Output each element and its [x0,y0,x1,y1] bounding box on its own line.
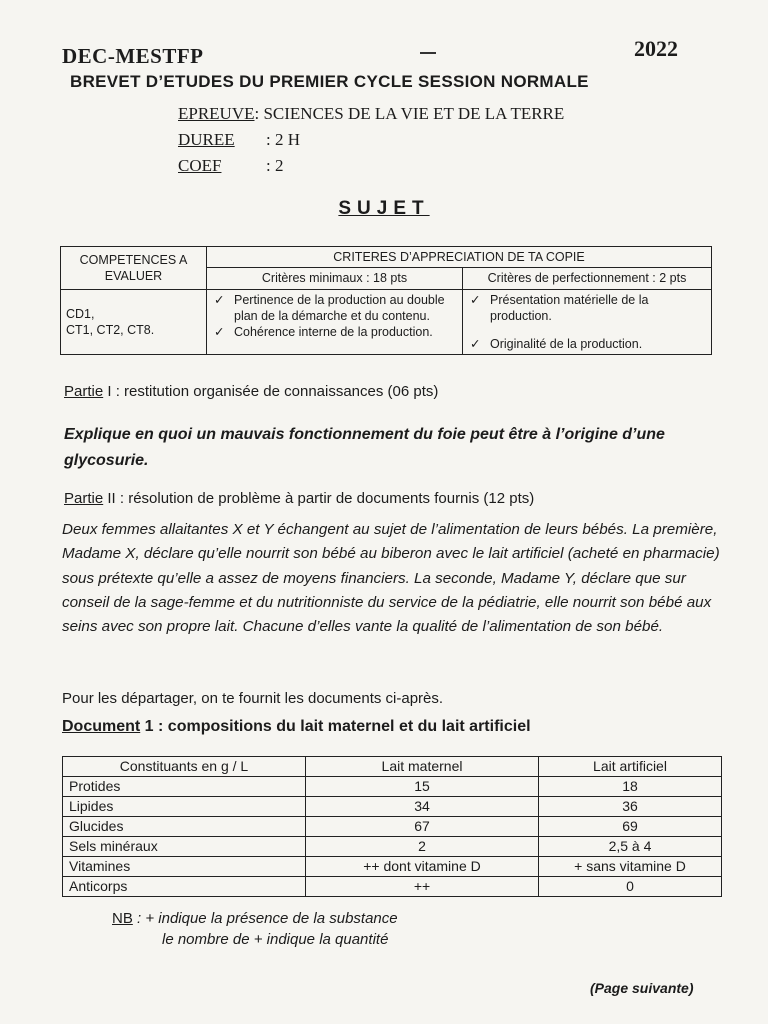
epreuve-label: EPREUVE [178,104,255,123]
composition-table [62,756,722,897]
exam-title: BREVET D’ETUDES DU PREMIER CYCLE SESSION NORMALE [70,72,589,91]
minimal-criteria-cell [207,289,463,355]
next-page-indicator: (Page suivante) [590,980,694,996]
competence-item: CT1, CT2, CT8. [66,322,155,337]
duree-value: : 2 H [266,130,300,149]
subject-title: SUJET [338,198,430,219]
header-dash [420,52,436,54]
competence-item: CD1, [66,306,95,321]
nb-line1: : + indique la présence de la substance [132,910,398,927]
coef-value: : 2 [266,156,284,175]
table-row: Sels minéraux 2 2,5 à 4 [63,837,722,857]
part2-intro: Pour les départager, on te fournit les documents ci-après. [62,690,444,707]
criteria-item: ✓ Présentation matérielle de la production. [470,292,649,323]
coef-line [178,156,283,176]
check-icon: ✓ [214,325,225,339]
criteria-group-header: CRITERES D’APPRECIATION DE TA COPIE [207,247,712,268]
nb-line2: le nombre de + indique la quantité [162,931,389,948]
table-header: Lait artificiel [539,757,722,777]
table-row: Lipides 34 36 [63,797,722,817]
part2-label: Partie [64,490,104,507]
table-row: Anticorps ++ 0 [63,877,722,897]
document1-title: Document 1 : compositions du lait maternel et du lait artificiel [62,718,531,735]
nb-note [112,908,398,950]
coef-label: COEF [178,156,222,175]
criteria-item: ✓ Originalité de la production. [470,337,643,351]
part1-label: Partie [64,383,104,400]
perfection-criteria-header: Critères de perfectionnement : 2 pts [463,268,712,289]
table-row: Protides 15 18 [63,777,722,797]
check-icon: ✓ [470,337,481,351]
perfection-criteria-cell [463,289,712,355]
part1-heading: Partie I : restitution organisée de connaissances (06 pts) [64,383,439,400]
competences-header: COMPETENCES A EVALUER [61,247,207,290]
epreuve-line [178,104,564,124]
criteria-item: ✓ Pertinence de la production au double plan de la démarche et du contenu. [214,292,445,323]
table-header: Lait maternel [306,757,539,777]
table-row: Glucides 67 69 [63,817,722,837]
table-header-row [63,757,722,777]
check-icon: ✓ [470,292,481,307]
exam-year: 2022 [634,36,678,61]
part2-scenario: Deux femmes allaitantes X et Y échangent au sujet de l’alimentation de leurs bébés. La première, Madame X, déclare qu’elle nourrit son bébé au biberon avec le lait artificiel (acheté en pharmacie) sous prétexte qu’elle a assez de moyens financiers. La seconde, Madame Y, déclare que sur conseil de la sage-femme et du nutritionniste du service de la pédiatrie, elle nourrit son bébé aux seins avec son propre lait. Chacune d’elles vante la qualité de l’alimentation de son bébé. [62,521,720,636]
criteria-item: ✓ Cohérence interne de la production. [214,325,433,339]
part1-question: Explique en quoi un mauvais fonctionnement du foie peut être à l’origine d’une glycosurie. [64,426,665,469]
check-icon: ✓ [214,292,225,307]
duree-label: DUREE [178,130,235,149]
criteria-table [60,246,712,355]
part2-heading: Partie II : résolution de problème à partir de documents fournis (12 pts) [64,490,535,507]
table-header: Constituants en g / L [63,757,306,777]
table-row: Vitamines ++ dont vitamine D + sans vitamine D [63,857,722,877]
nb-label: NB [112,910,133,927]
epreuve-value: : SCIENCES DE LA VIE ET DE LA TERRE [254,104,565,123]
minimal-criteria-header: Critères minimaux : 18 pts [207,268,463,289]
competences-cell [61,289,207,355]
organization-name: DEC-MESTFP [62,44,204,68]
duree-line [178,130,300,150]
